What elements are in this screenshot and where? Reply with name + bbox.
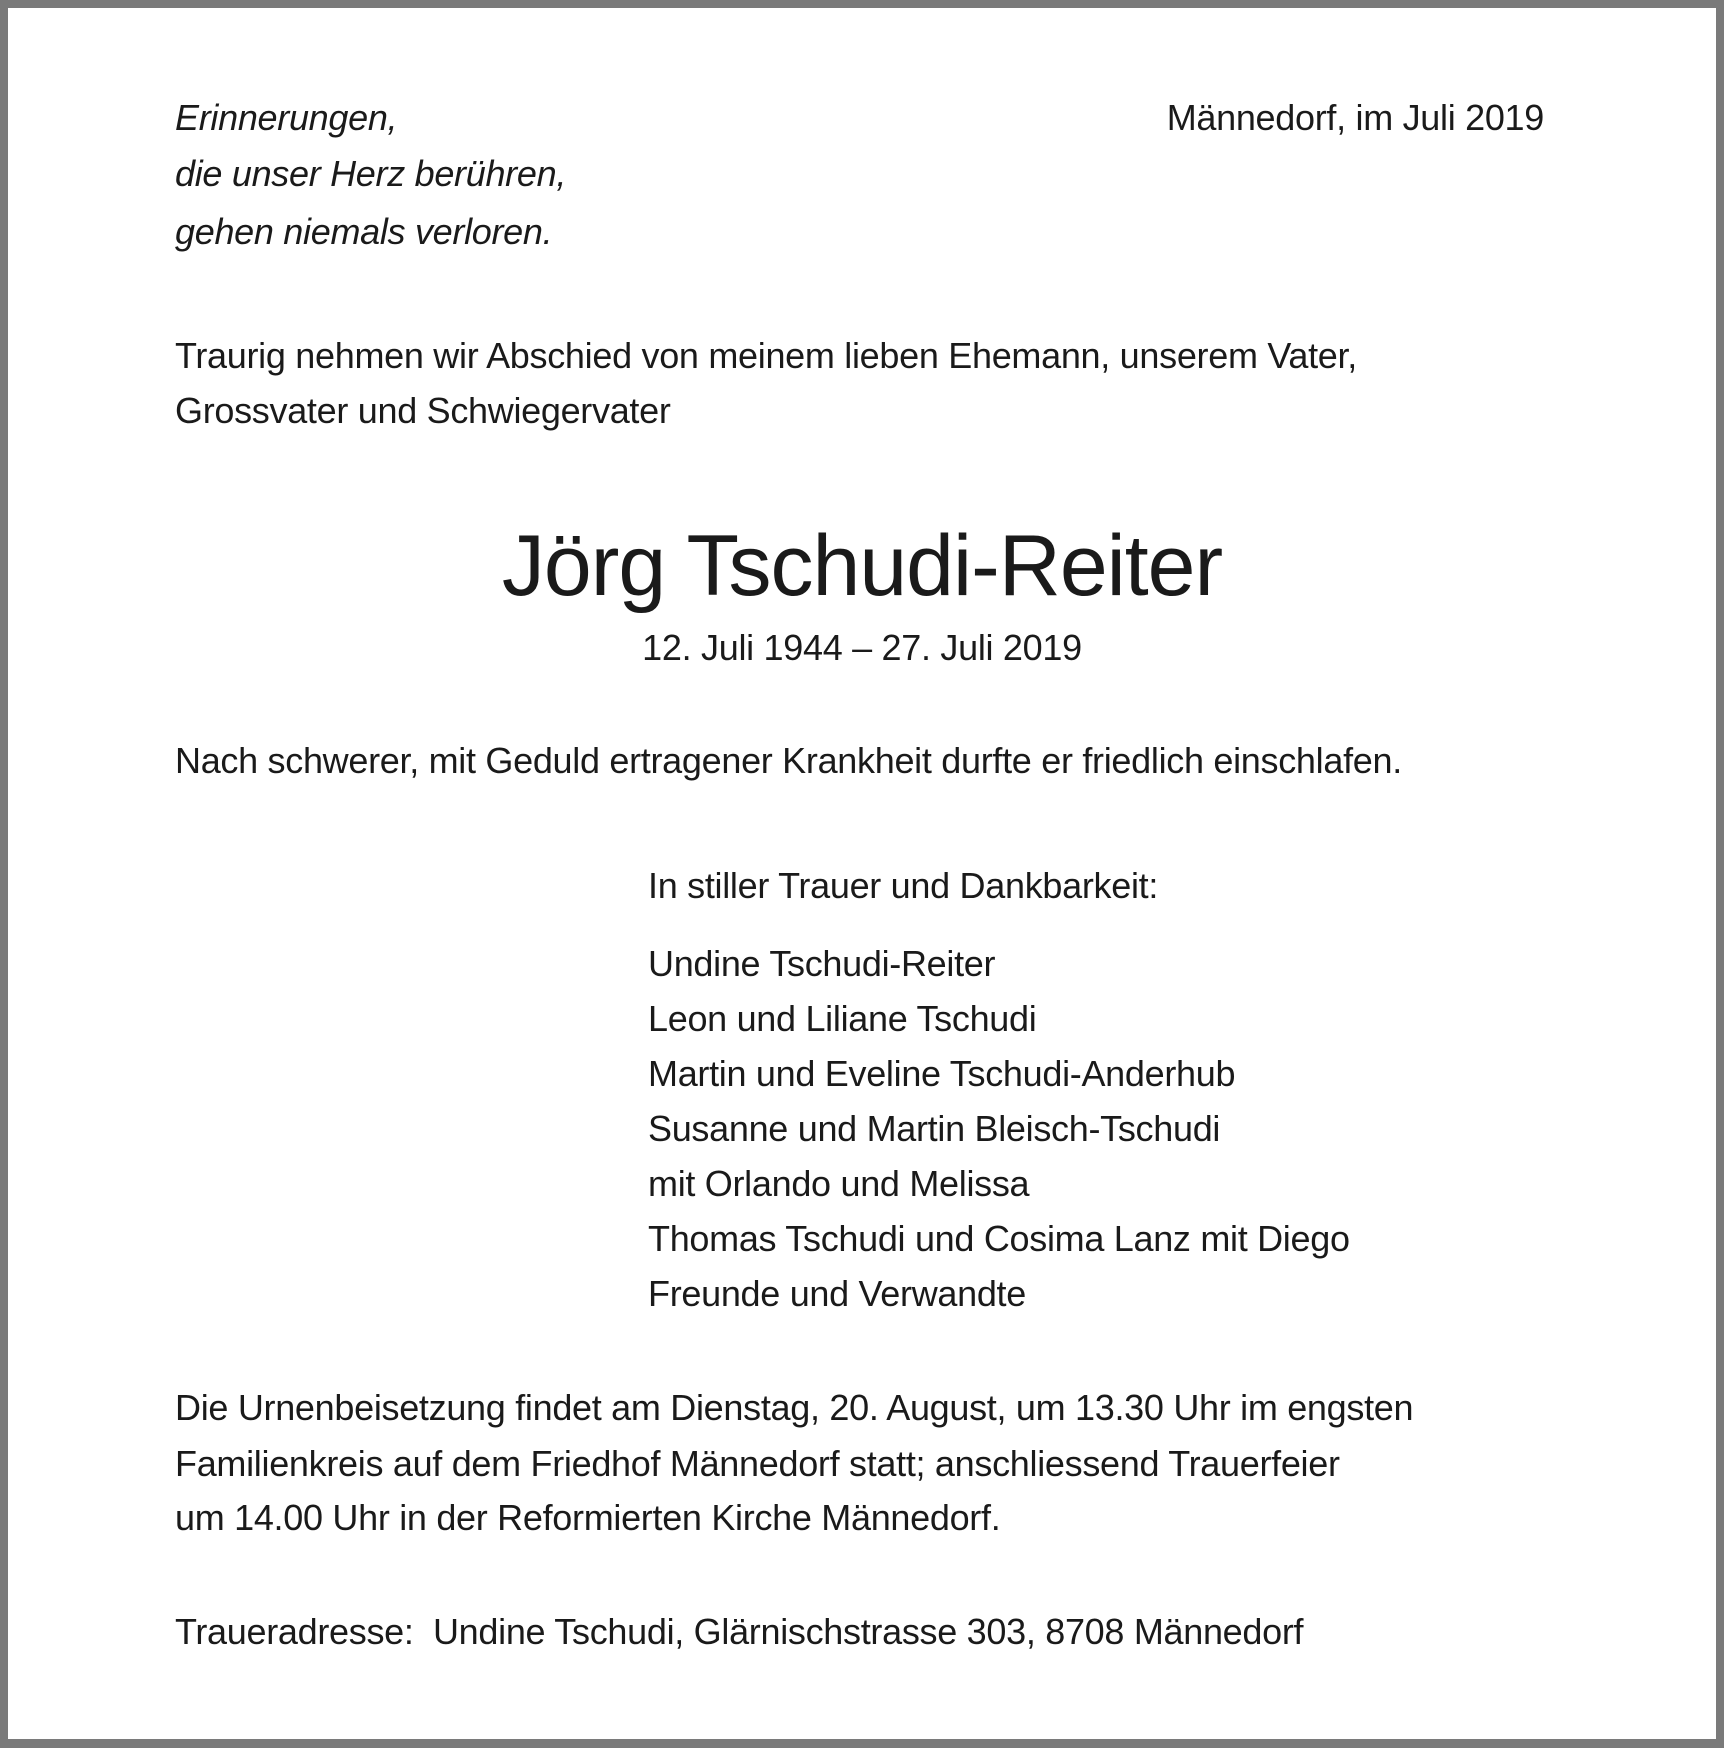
motto-line: die unser Herz berühren,	[175, 153, 567, 194]
life-dates: 12. Juli 1944 – 27. Juli 2019	[642, 627, 1082, 668]
mourning-address: Traueradresse: Undine Tschudi, Glärnischstrasse 303, 8708 Männedorf	[175, 1611, 1304, 1652]
deceased-name: Jörg Tschudi-Reiter	[501, 518, 1223, 614]
obituary-page	[8, 8, 1716, 1739]
statement: Nach schwerer, mit Geduld ertragener Krankheit durfte er friedlich einschlafen.	[175, 740, 1402, 781]
ceremony-line: um 14.00 Uhr in der Reformierten Kirche Männedorf.	[175, 1497, 1001, 1538]
intro-line: Traurig nehmen wir Abschied von meinem lieben Ehemann, unserem Vater,	[175, 335, 1357, 376]
motto-line: gehen niemals verloren.	[175, 211, 553, 252]
place-date: Männedorf, im Juli 2019	[1166, 97, 1544, 138]
ceremony-line: Die Urnenbeisetzung findet am Dienstag, 20. August, um 13.30 Uhr im engsten	[175, 1387, 1414, 1428]
mourner: Susanne und Martin Bleisch-Tschudi	[648, 1108, 1221, 1149]
mourner: Undine Tschudi-Reiter	[648, 943, 996, 984]
mourner: Freunde und Verwandte	[648, 1273, 1026, 1314]
motto-line: Erinnerungen,	[175, 97, 398, 138]
mourners-heading: In stiller Trauer und Dankbarkeit:	[648, 865, 1159, 906]
ceremony-line: Familienkreis auf dem Friedhof Männedorf statt; anschliessend Trauerfeier	[175, 1443, 1340, 1484]
mourner: Martin und Eveline Tschudi-Anderhub	[648, 1053, 1236, 1094]
mourner: Thomas Tschudi und Cosima Lanz mit Diego	[648, 1218, 1350, 1259]
intro-line: Grossvater und Schwiegervater	[175, 390, 671, 431]
mourner: Leon und Liliane Tschudi	[648, 998, 1037, 1039]
mourner: mit Orlando und Melissa	[648, 1163, 1030, 1204]
